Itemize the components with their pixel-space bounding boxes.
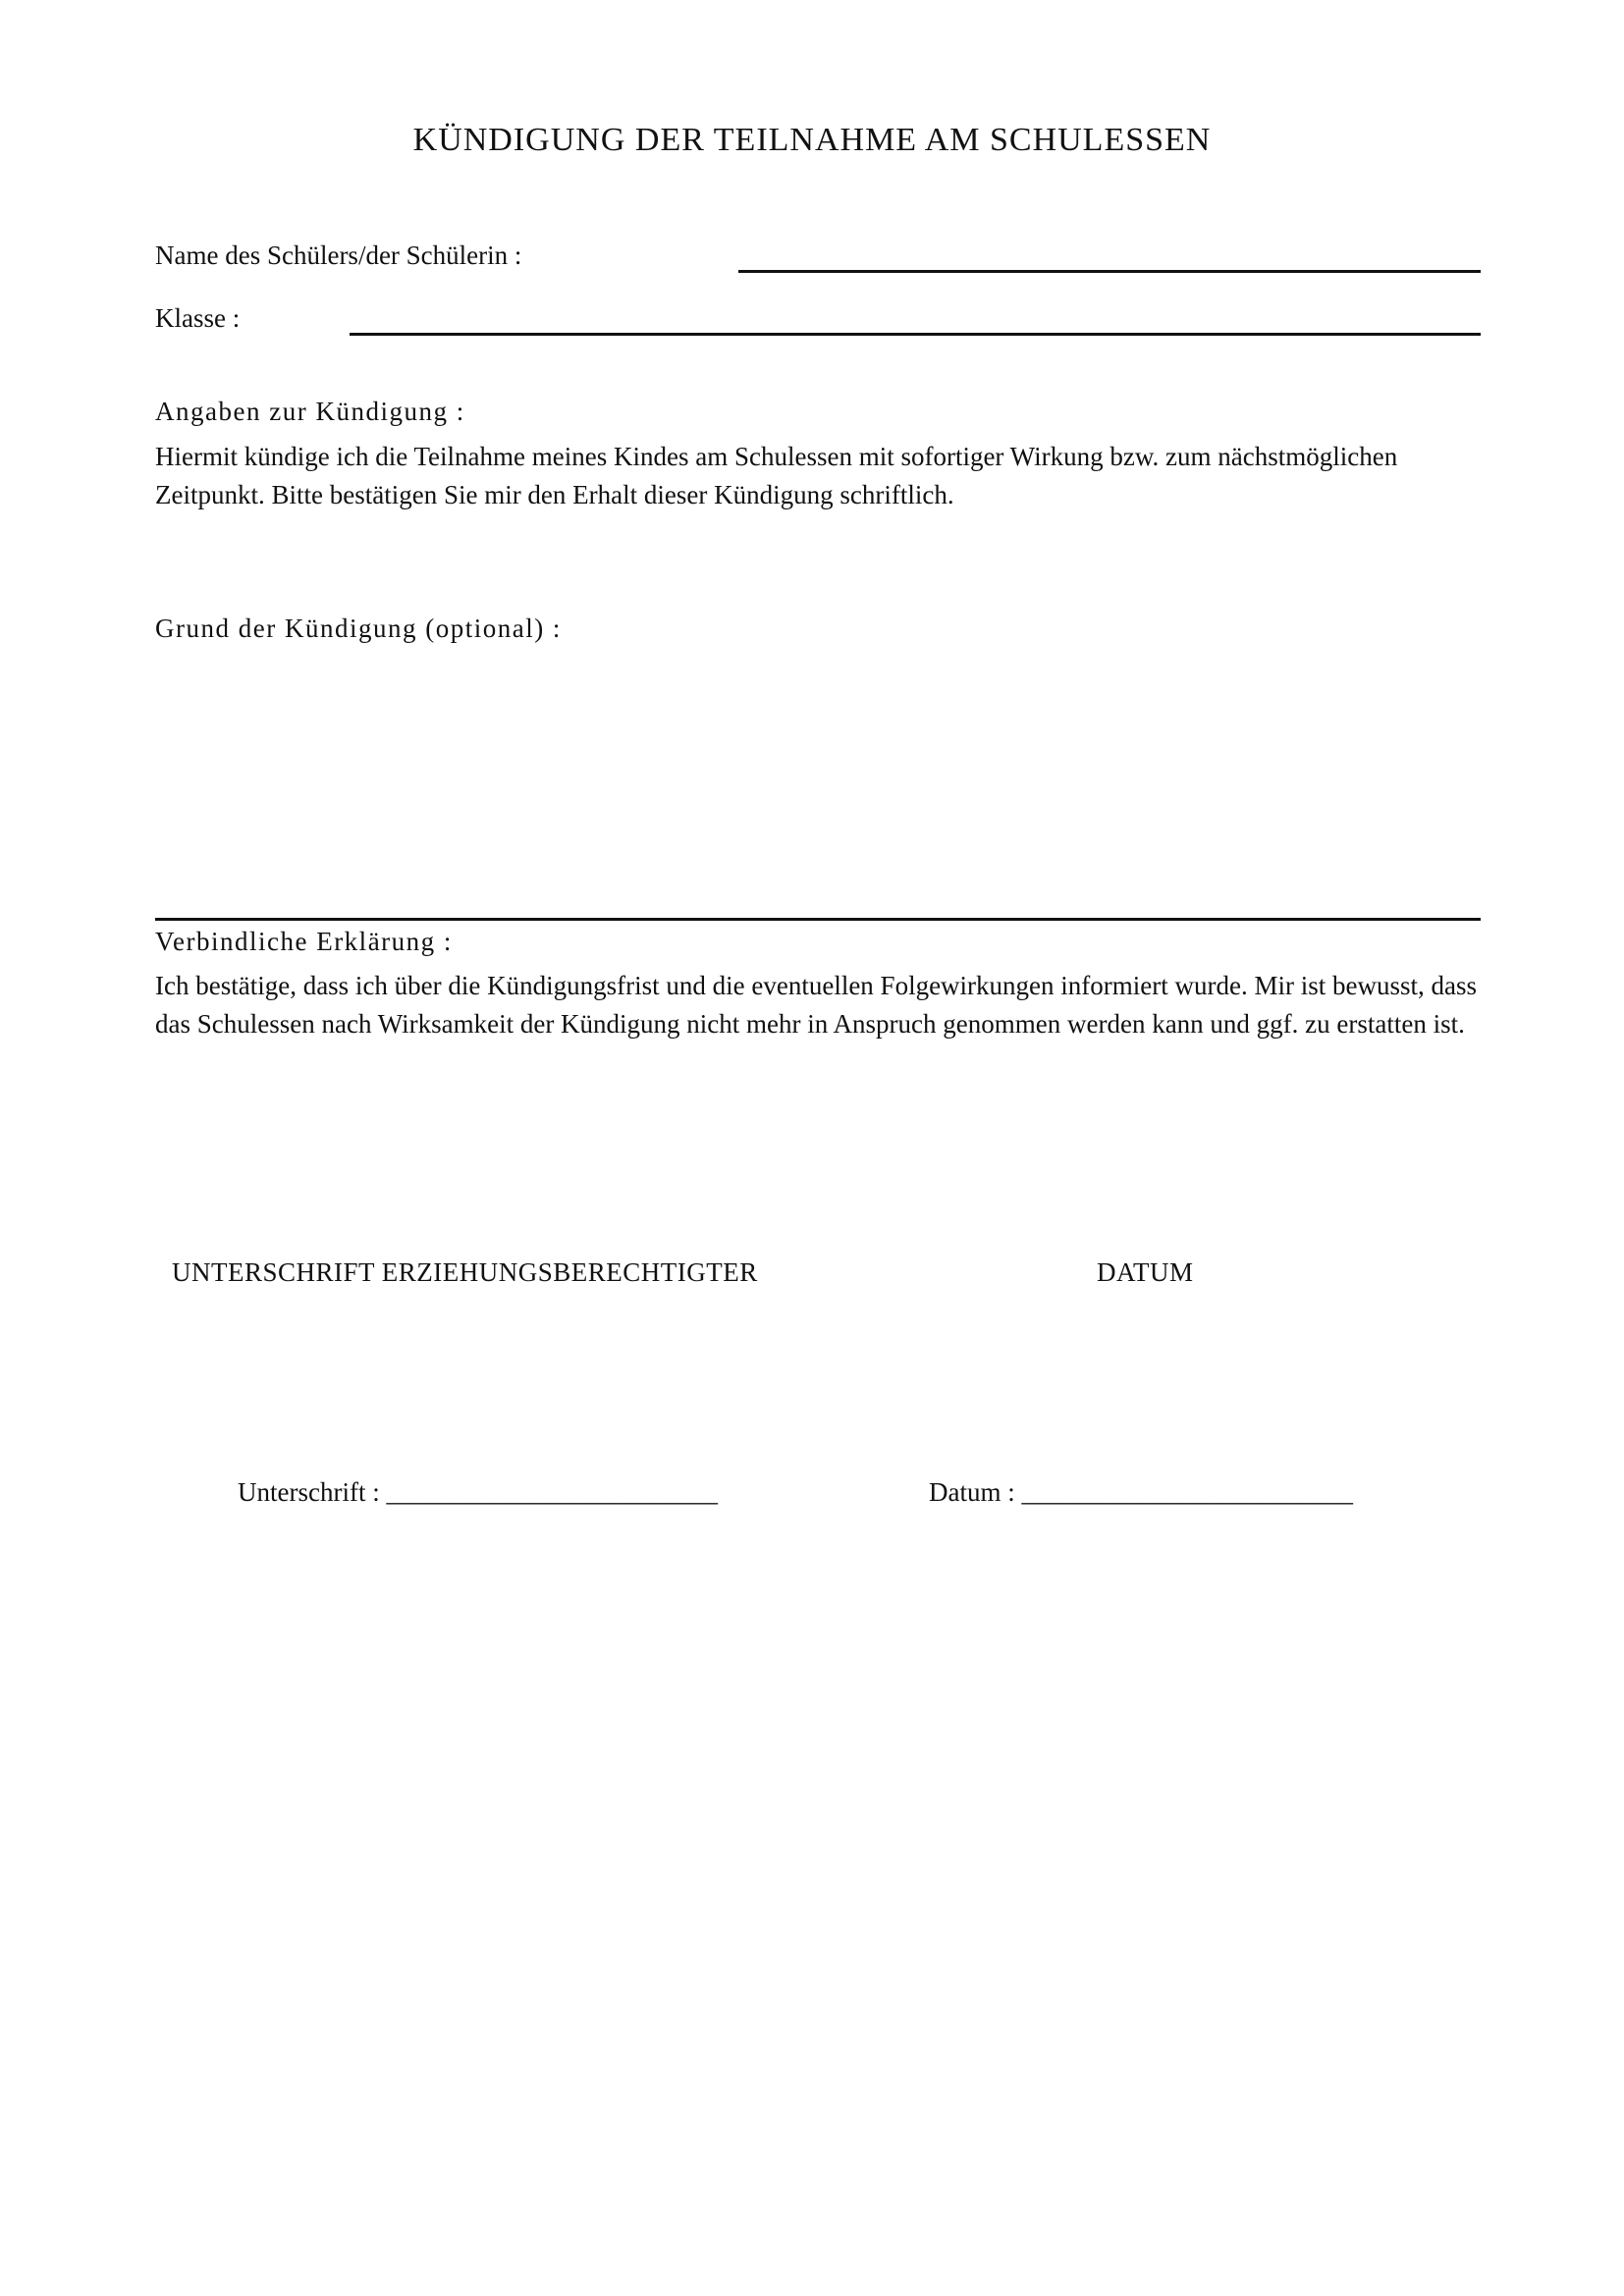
reason-divider	[155, 918, 1481, 921]
termination-details-text: Hiermit kündige ich die Teilnahme meines Kindes am Schulessen mit sofortiger Wirkung bzw. zum nächstmöglichen Zeitpunkt. Bitte bestätigen Sie mir den Erhalt dieser Kündigung schriftlich.	[155, 442, 1398, 509]
date-line[interactable]: Datum : _________________________	[929, 1477, 1353, 1507]
declaration-text: Ich bestätige, dass ich über die Kündigungsfrist und die eventuellen Folgewirkungen informiert wurde. Mir ist bewusst, dass das Schulessen nach Wirksamkeit der Kündigung nicht mehr in Anspruch genommen werden kann und ggf. zu erstatten ist.	[155, 971, 1477, 1039]
declaration-heading: Verbindliche Erklärung :	[155, 927, 453, 956]
class-field-line[interactable]	[350, 333, 1481, 336]
student-name-label: Name des Schülers/der Schülerin :	[155, 240, 522, 270]
date-heading: DATUM	[1097, 1257, 1194, 1287]
class-label: Klasse :	[155, 303, 241, 333]
student-name-field-line[interactable]	[738, 270, 1481, 273]
signature-line[interactable]: Unterschrift : _________________________	[238, 1477, 718, 1507]
reason-heading: Grund der Kündigung (optional) :	[155, 614, 562, 643]
document-title: KÜNDIGUNG DER TEILNAHME AM SCHULESSEN	[412, 122, 1212, 158]
termination-details-heading: Angaben zur Kündigung :	[155, 397, 465, 426]
guardian-signature-heading: UNTERSCHRIFT ERZIEHUNGSBERECHTIGTER	[172, 1257, 758, 1287]
